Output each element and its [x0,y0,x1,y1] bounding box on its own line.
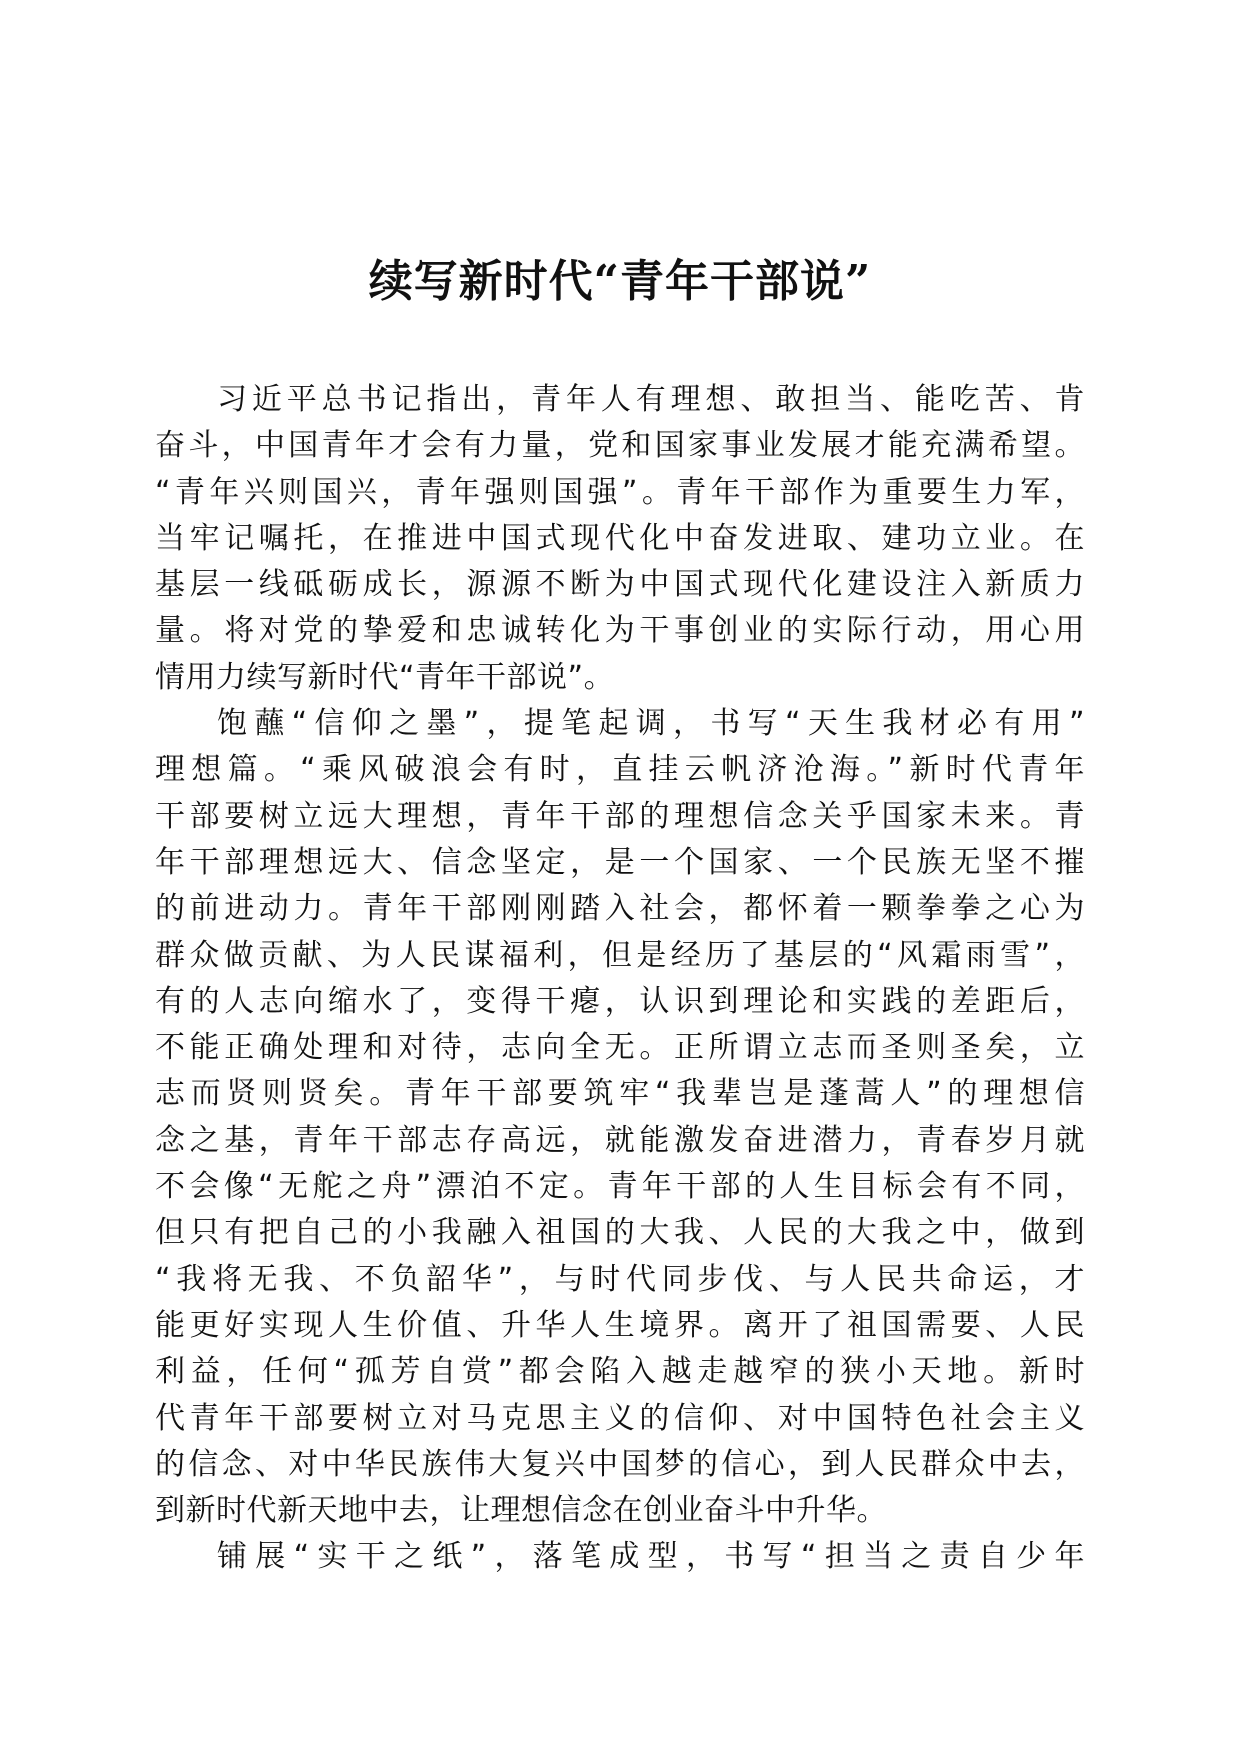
text-line: “青年兴则国兴，青年强则国强”。青年干部作为重要生力军， [155,474,1085,510]
text-line: 群众做贡献、为人民谋福利，但是经历了基层的“风霜雨雪”， [155,937,1085,973]
text-line: 基层一线砥砺成长，源源不断为中国式现代化建设注入新质力 [155,567,1085,603]
text-line: 的信念、对中华民族伟大复兴中国梦的信心，到人民群众中去， [155,1446,1085,1482]
text-line: 理想篇。“乘风破浪会有时，直挂云帆济沧海。”新时代青年 [155,752,1085,788]
text-line: 当牢记嘱托，在推进中国式现代化中奋发进取、建功立业。在 [155,520,1085,556]
text-line: 量。将对党的挚爱和忠诚转化为干事创业的实际行动，用心用 [155,613,1085,649]
text-line: 利益，任何“孤芳自赏”都会陷入越走越窄的狭小天地。新时 [155,1354,1085,1390]
text-line: 习近平总书记指出，青年人有理想、敢担当、能吃苦、肯 [217,382,1085,417]
text-line: 到新时代新天地中去，让理想信念在创业奋斗中升华。 [155,1493,887,1529]
text-line: 饱蘸“信仰之墨”，提笔起调，书写“天生我材必有用” [217,706,1085,742]
text-line: 志而贤则贤矣。青年干部要筑牢“我辈岂是蓬蒿人”的理想信 [155,1076,1085,1112]
text-line: 的前进动力。青年干部刚刚踏入社会，都怀着一颗拳拳之心为 [155,891,1085,927]
text-line: 代青年干部要树立对马克思主义的信仰、对中国特色社会主义 [155,1400,1085,1436]
text-line: 不会像“无舵之舟”漂泊不定。青年干部的人生目标会有不同， [155,1169,1085,1205]
text-line: 铺展“实干之纸”，落笔成型，书写“担当之责自少年 [217,1539,1085,1575]
text-line: 情用力续写新时代“青年干部说”。 [155,659,615,695]
text-line: 念之基，青年干部志存高远，就能激发奋进潜力，青春岁月就 [155,1122,1085,1158]
text-line: 不能正确处理和对待，志向全无。正所谓立志而圣则圣矣，立 [155,1030,1085,1066]
text-line: 但只有把自己的小我融入祖国的大我、人民的大我之中，做到 [155,1215,1085,1251]
text-line: 干部要树立远大理想，青年干部的理想信念关乎国家未来。青 [155,798,1085,834]
text-line: 有的人志向缩水了，变得干瘪，认识到理论和实践的差距后， [155,983,1085,1019]
text-line: 奋斗，中国青年才会有力量，党和国家事业发展才能充满希望。 [155,428,1085,464]
text-line: 能更好实现人生价值、升华人生境界。离开了祖国需要、人民 [155,1307,1085,1343]
document-body [155,377,1085,1581]
text-line: “我将无我、不负韶华”，与时代同步伐、与人民共命运，才 [155,1261,1085,1297]
document-title: 续写新时代“青年干部说” [368,256,872,307]
text-line: 年干部理想远大、信念坚定，是一个国家、一个民族无坚不摧 [155,844,1085,880]
